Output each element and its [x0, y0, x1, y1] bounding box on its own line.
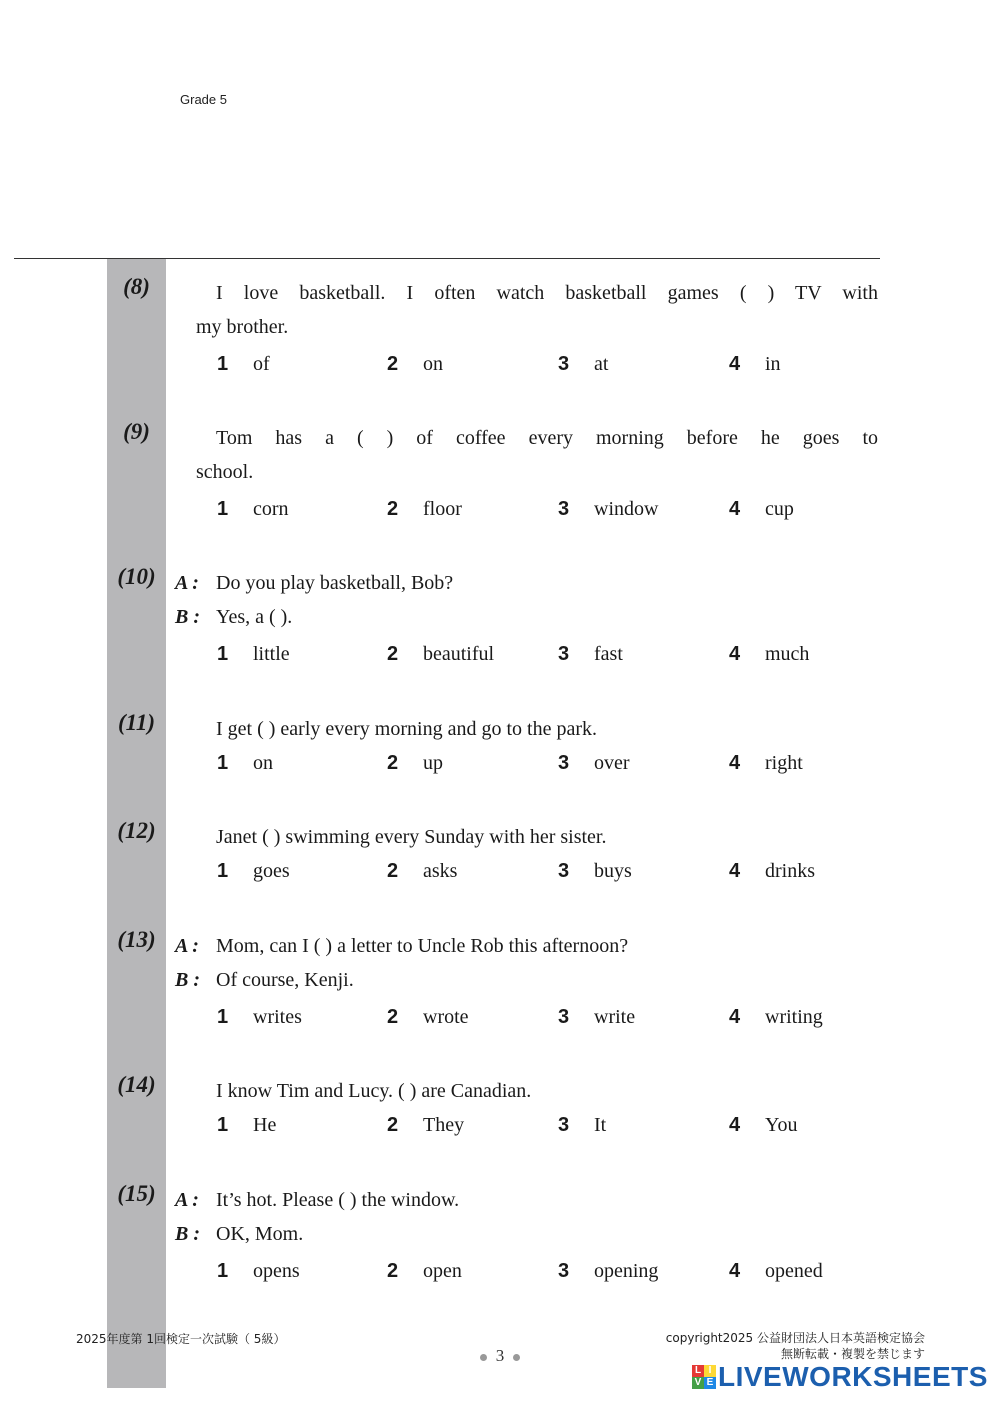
question-number: (11) — [117, 710, 156, 735]
choice-text: right — [765, 752, 803, 774]
choice-text: asks — [423, 860, 458, 882]
choice-text: opening — [594, 1260, 659, 1282]
speaker-label: B : — [175, 606, 200, 628]
choice-number: 3 — [558, 1006, 570, 1028]
question-number: (8) — [123, 274, 150, 299]
grade-label: Grade 5 — [180, 92, 227, 107]
question-stem-line: school. — [196, 461, 254, 483]
choice-4[interactable] — [729, 1254, 823, 1288]
choice-text: at — [594, 353, 609, 375]
dot-icon — [513, 1354, 520, 1361]
choice-number: 3 — [558, 1114, 570, 1136]
choice-text: They — [423, 1114, 465, 1136]
choice-text: floor — [423, 498, 462, 520]
choice-number: 1 — [217, 1006, 229, 1028]
speaker-label: B : — [175, 969, 200, 991]
choice-number: 1 — [217, 643, 229, 665]
choice-1[interactable] — [217, 854, 290, 888]
choice-3[interactable] — [558, 1000, 635, 1034]
dialog-line: It’s hot. Please ( ) the window. — [216, 1189, 460, 1211]
dialog-line: OK, Mom. — [216, 1223, 304, 1245]
choice-number: 1 — [217, 353, 229, 375]
choice-text: of — [253, 353, 270, 375]
question-stem-line: I love basketball. I often watch basketball games ( ) TV with — [216, 282, 878, 304]
question-number: (13) — [117, 927, 156, 952]
page-number — [470, 1346, 530, 1366]
choice-1[interactable] — [217, 1108, 276, 1142]
question-stem-line: I know Tim and Lucy. ( ) are Canadian. — [216, 1080, 532, 1102]
question-number: (12) — [117, 818, 156, 843]
choice-3[interactable] — [558, 1108, 606, 1142]
choice-text: writes — [253, 1006, 302, 1028]
choice-3[interactable] — [558, 854, 632, 888]
speaker-label: A : — [175, 935, 199, 957]
choice-3[interactable] — [558, 637, 623, 671]
choice-text: in — [765, 353, 781, 375]
choice-4[interactable] — [729, 637, 809, 671]
choice-text: fast — [594, 643, 623, 665]
choice-text: opens — [253, 1260, 300, 1282]
choice-1[interactable] — [217, 492, 289, 526]
choice-1[interactable] — [217, 746, 273, 780]
choice-3[interactable] — [558, 1254, 658, 1288]
choice-text: corn — [253, 498, 289, 520]
choice-number: 4 — [729, 752, 741, 774]
exam-title-footer: 2025年度第 1回検定一次試験（ 5級） — [76, 1332, 286, 1346]
speaker-label: A : — [175, 572, 199, 594]
choice-2[interactable] — [387, 347, 443, 381]
choice-number: 1 — [217, 498, 229, 520]
choice-number: 4 — [729, 353, 741, 375]
choice-4[interactable] — [729, 1000, 823, 1034]
question-number: (15) — [117, 1181, 156, 1206]
choice-text: drinks — [765, 860, 815, 882]
copyright-line: 無断転載・複製を禁じます — [780, 1347, 925, 1361]
logo-letter: L — [692, 1365, 704, 1377]
copyright-line: copyright2025 公益財団法人日本英語検定協会 — [665, 1331, 925, 1345]
choice-number: 4 — [729, 1114, 741, 1136]
choice-2[interactable] — [387, 854, 457, 888]
choice-number: 1 — [217, 1114, 229, 1136]
liveworksheets-brand[interactable] — [692, 1360, 988, 1394]
liveworksheets-wordmark: LIVEWORKSHEETS — [718, 1361, 988, 1392]
choice-number: 2 — [387, 643, 399, 665]
logo-letter: E — [704, 1377, 716, 1389]
choice-text: on — [423, 353, 443, 375]
question-stem-line: I get ( ) early every morning and go to the park. — [216, 718, 597, 740]
choice-4[interactable] — [729, 746, 803, 780]
question-stem-line: Janet ( ) swimming every Sunday with her sister. — [216, 826, 607, 848]
choice-number: 3 — [558, 353, 570, 375]
choice-2[interactable] — [387, 637, 494, 671]
choice-3[interactable] — [558, 492, 658, 526]
dialog-line: Yes, a ( ). — [216, 606, 293, 628]
choice-text: goes — [253, 860, 290, 882]
choice-number: 2 — [387, 1006, 399, 1028]
dialog-line: Do you play basketball, Bob? — [216, 572, 454, 594]
choice-3[interactable] — [558, 746, 630, 780]
choice-text: wrote — [423, 1006, 469, 1028]
page-number-text: 3 — [495, 1346, 505, 1365]
liveworksheets-logo-icon — [692, 1365, 716, 1389]
choice-number: 3 — [558, 752, 570, 774]
choice-1[interactable] — [217, 1000, 302, 1034]
choice-number: 2 — [387, 1260, 399, 1282]
choice-number: 1 — [217, 860, 229, 882]
choice-2[interactable] — [387, 1000, 469, 1034]
choice-text: on — [253, 752, 273, 774]
choice-number: 4 — [729, 1006, 741, 1028]
question-stem-line: Tom has a ( ) of coffee every morning before he goes to — [216, 427, 878, 449]
choice-number: 2 — [387, 752, 399, 774]
choice-text: buys — [594, 860, 632, 882]
dot-icon — [480, 1354, 487, 1361]
choice-text: much — [765, 643, 810, 665]
choice-4[interactable] — [729, 347, 781, 381]
choice-number: 1 — [217, 752, 229, 774]
choice-number: 1 — [217, 1260, 229, 1282]
choice-2[interactable] — [387, 746, 443, 780]
choice-1[interactable] — [217, 1254, 300, 1288]
choice-number: 2 — [387, 860, 399, 882]
choice-number: 3 — [558, 860, 570, 882]
question-number: (9) — [123, 419, 150, 444]
choice-text: It — [594, 1114, 607, 1136]
dialog-line: Mom, can I ( ) a letter to Uncle Rob this afternoon? — [216, 935, 629, 957]
choice-number: 3 — [558, 643, 570, 665]
choice-2[interactable] — [387, 1108, 464, 1142]
question-number: (14) — [117, 1072, 156, 1097]
question-stem-line: my brother. — [196, 316, 289, 338]
choice-number: 4 — [729, 643, 741, 665]
choice-1[interactable] — [217, 347, 270, 381]
choice-2[interactable] — [387, 1254, 462, 1288]
copyright-notice — [666, 1330, 925, 1362]
choice-text: opened — [765, 1260, 823, 1282]
choice-text: cup — [765, 498, 794, 520]
choice-text: open — [423, 1260, 462, 1282]
choice-4[interactable] — [729, 1108, 797, 1142]
choice-number: 3 — [558, 1260, 570, 1282]
choice-1[interactable] — [217, 637, 290, 671]
speaker-label: B : — [175, 1223, 200, 1245]
question-number: (10) — [117, 564, 156, 589]
choice-number: 3 — [558, 498, 570, 520]
choice-text: over — [594, 752, 630, 774]
choice-text: write — [594, 1006, 636, 1028]
choice-number: 4 — [729, 860, 741, 882]
choice-number: 4 — [729, 498, 741, 520]
choice-text: little — [253, 643, 290, 665]
choice-text: writing — [765, 1006, 823, 1028]
choice-number: 2 — [387, 353, 399, 375]
choice-text: He — [253, 1114, 277, 1136]
speaker-label: A : — [175, 1189, 199, 1211]
choice-number: 4 — [729, 1260, 741, 1282]
choice-4[interactable] — [729, 492, 794, 526]
choice-number: 2 — [387, 1114, 399, 1136]
choice-text: You — [765, 1114, 798, 1136]
choice-3[interactable] — [558, 347, 608, 381]
choice-text: window — [594, 498, 659, 520]
choice-text: up — [423, 752, 443, 774]
choice-text: beautiful — [423, 643, 495, 665]
logo-letter: V — [692, 1377, 704, 1389]
logo-letter: I — [704, 1365, 716, 1377]
choice-4[interactable] — [729, 854, 815, 888]
choice-2[interactable] — [387, 492, 462, 526]
dialog-line: Of course, Kenji. — [216, 969, 354, 991]
choice-number: 2 — [387, 498, 399, 520]
